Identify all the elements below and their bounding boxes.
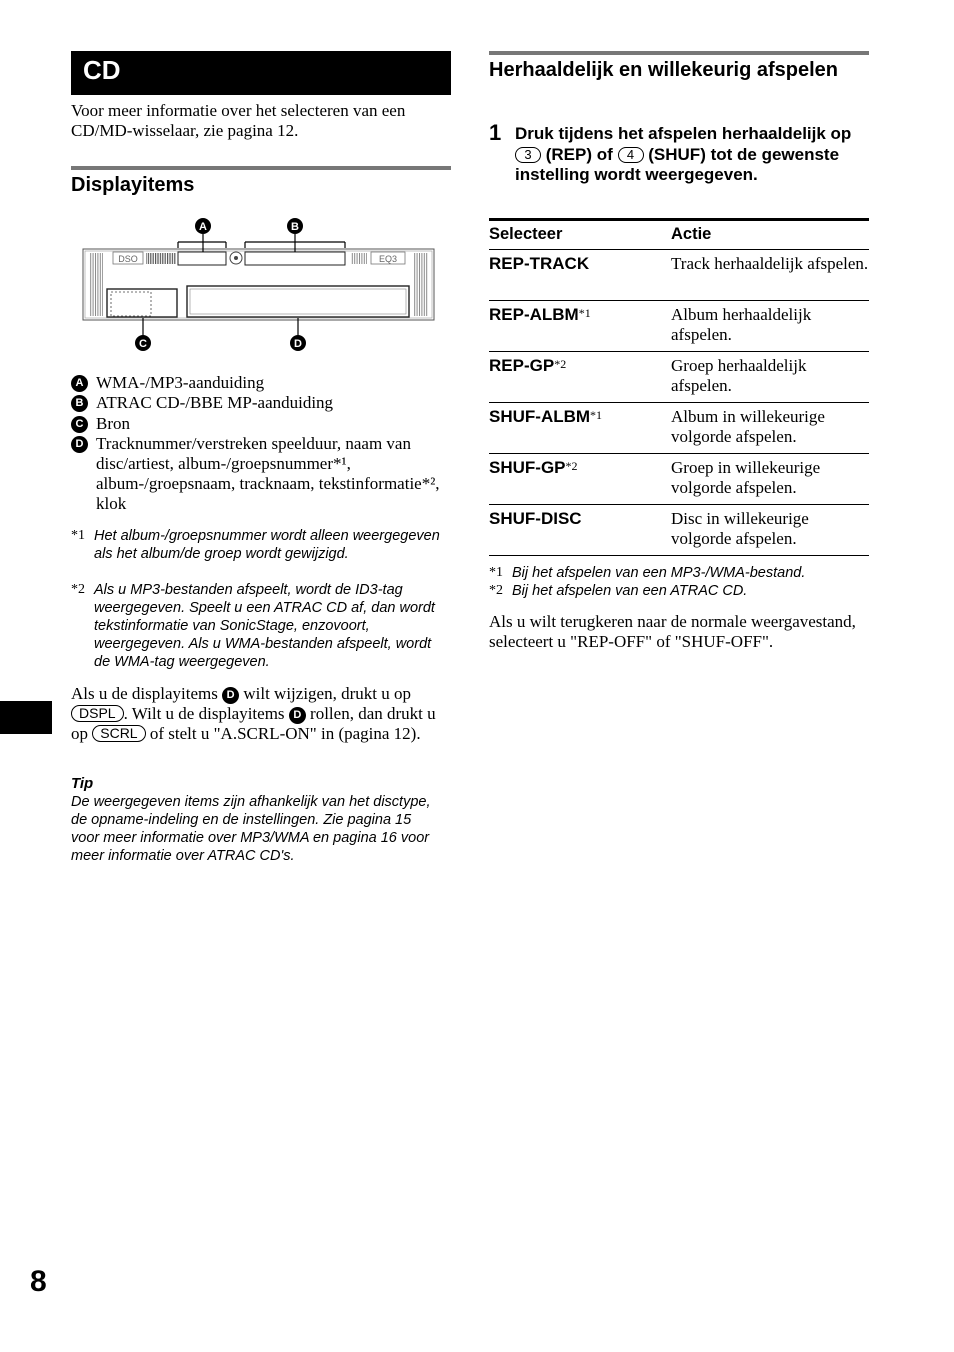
indicator-a-box bbox=[178, 252, 226, 265]
display-change-text: Als u de displayitems D wilt wijzigen, drukt u op DSPL . Wilt u de displayitems D rollen, dan drukt u op SCRL of stelt u "A.SCRL-ON" in (pagina 12). bbox=[71, 684, 436, 743]
scrl-button: SCRL bbox=[92, 725, 145, 742]
badge-a: A bbox=[71, 375, 88, 392]
text-area-box bbox=[187, 286, 409, 317]
table-row: REP-GP$^{*2}$ Groep herhaaldelijk afspelen. bbox=[489, 352, 869, 403]
intro-text: Voor meer informatie over het selecteren van een CD/MD-wisselaar, zie pagina 12. bbox=[71, 101, 406, 140]
tip-heading: Tip bbox=[71, 775, 94, 792]
table-footnote-2: *2 Bij het afspelen van een ATRAC CD. bbox=[489, 583, 748, 599]
step-text: Druk tijdens het afspelen herhaaldelijk op 3 (REP) of 4 (SHUF) tot de gewenste instelling wordt weergegeven. bbox=[515, 124, 852, 184]
badge-c: C bbox=[71, 416, 88, 433]
source-box bbox=[107, 289, 177, 317]
displayitems-heading: Displayitems bbox=[71, 174, 195, 196]
badge-b: B bbox=[71, 395, 88, 412]
closing-text: Als u wilt terugkeren naar de normale weergavestand, selecteert u "REP-OFF" of "SHUF-OFF". bbox=[489, 612, 856, 651]
svg-text:B: B bbox=[291, 221, 299, 233]
footnote-1: *1 Het album-/groepsnummer wordt alleen weergegeven als het album/de groep wordt gewijzigd. bbox=[71, 528, 440, 562]
section-rule bbox=[71, 166, 451, 170]
repeat-table bbox=[489, 218, 869, 556]
legend-item-b: B ATRAC CD-/BBE MP-aanduiding bbox=[71, 393, 451, 413]
table-footnote-1: *1 Bij het afspelen van een MP3-/WMA-bestand. bbox=[489, 565, 806, 581]
footnote-2: *2 Als u MP3-bestanden afspeelt, wordt de ID3-tag weergegeven. Speelt u een ATRAC CD af, dan wordt tekstinformatie van SonicStage, enzovoort, weergegeven. Als u WMA-bestanden afspeelt, wordt de WMA-tag weergegeven. bbox=[71, 582, 435, 670]
table-row: SHUF-ALBM$^{*1}$ Album in willekeurige volgorde afspelen. bbox=[489, 403, 869, 454]
svg-text:D: D bbox=[294, 338, 302, 350]
tip-text: De weergegeven items zijn afhankelijk van het disctype, de opname-indeling en de instellingen. Zie pagina 15 voor meer informatie over MP3/WMA en pagina 16 voor meer informatie over ATRAC CD's. bbox=[71, 794, 431, 864]
badge-d-inline: D bbox=[222, 687, 239, 704]
legend-item-d: D Tracknummer/verstreken speelduur, naam van disc/artiest, album-/groepsnummer*¹, album-/groepsnaam, tracknaam, tekstinformatie*², klok bbox=[71, 434, 451, 514]
table-row: REP-TRACK Track herhaaldelijk afspelen. bbox=[489, 250, 869, 301]
repeat-heading: Herhaaldelijk en willekeurig afspelen bbox=[489, 59, 839, 81]
svg-text:A: A bbox=[199, 221, 207, 233]
button-4: 4 bbox=[618, 147, 644, 163]
indicator-b-box bbox=[245, 252, 345, 265]
display-diagram bbox=[71, 212, 451, 357]
dso-label: DSO bbox=[118, 254, 138, 264]
button-3: 3 bbox=[515, 147, 541, 163]
table-header bbox=[489, 220, 869, 250]
step-number: 1 bbox=[489, 120, 502, 145]
legend-item-a: A WMA-/MP3-aanduiding bbox=[71, 373, 451, 393]
svg-text:C: C bbox=[139, 338, 147, 350]
col-actie: Actie bbox=[671, 225, 712, 243]
legend-item-c: C Bron bbox=[71, 414, 451, 434]
dspl-button: DSPL bbox=[71, 705, 124, 722]
table-row: SHUF-GP$^{*2}$ Groep in willekeurige volgorde afspelen. bbox=[489, 454, 869, 505]
page-number: 8 bbox=[30, 1265, 47, 1298]
section-rule-right bbox=[489, 51, 869, 55]
eq-label: EQ3 bbox=[378, 254, 398, 264]
table-row: SHUF-DISC Disc in willekeurige volgorde afspelen. bbox=[489, 505, 869, 556]
section-tab bbox=[0, 701, 52, 734]
badge-d-inline-2: D bbox=[289, 707, 306, 724]
badge-d: D bbox=[71, 436, 88, 453]
page-title: CD bbox=[71, 51, 451, 95]
table-row: REP-ALBM$^{*1}$ Album herhaaldelijk afspelen. bbox=[489, 301, 869, 352]
col-selecteer: Selecteer bbox=[489, 225, 563, 243]
